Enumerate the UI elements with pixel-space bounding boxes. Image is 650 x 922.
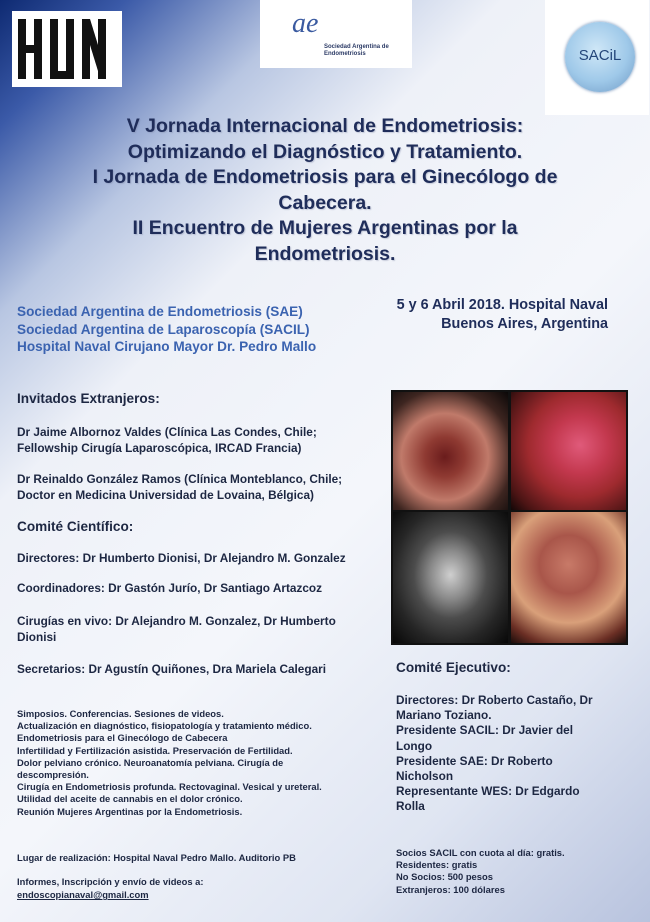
executive-committee-heading: Comité Ejecutivo:: [396, 660, 511, 675]
guest-line: Fellowship Cirugía Laparoscópica, IRCAD Francia): [17, 441, 302, 455]
topic-item: Dolor pelviano crónico. Neuroanatomía pelviana. Cirugía de: [17, 756, 284, 768]
executive-line: Presidente SAE: Dr Roberto: [396, 753, 553, 768]
mri-image: [393, 512, 508, 643]
organizer-sacil: Sociedad Argentina de Laparoscopía (SACIL): [17, 321, 310, 337]
scientific-secretaries: Secretarios: Dr Agustín Quiñones, Dra Mariela Calegari: [17, 662, 326, 676]
surgery-photo: [393, 392, 508, 510]
scientific-directors: Directores: Dr Humberto Dionisi, Dr Alejandro M. Gonzalez: [17, 551, 346, 565]
guest-line: Dr Reinaldo González Ramos (Clínica Monteblanco, Chile;: [17, 472, 343, 486]
sae-logo-name: Sociedad Argentina de Endometriosis: [324, 44, 389, 57]
fee-item: Socios SACIL con cuota al día: gratis.: [396, 847, 565, 858]
topic-item: Infertilidad y Fertilización asistida. Preservación de Fertilidad.: [17, 744, 293, 756]
fee-item: Residentes: gratis: [396, 859, 478, 871]
title-line: Optimizando el Diagnóstico y Tratamiento.: [127, 140, 523, 163]
title-line: I Jornada de Endometriosis para el Ginecólogo de: [92, 166, 558, 188]
title-line: V Jornada Internacional de Endometriosis:: [126, 115, 524, 137]
executive-line: Representante WES: Dr Edgardo: [396, 784, 580, 799]
title-line: Cabecera.: [278, 191, 372, 214]
sae-logo: [260, 0, 412, 68]
guest-line: Doctor en Medicina Universidad de Lovaina, Bélgica): [17, 488, 314, 502]
live-surgery-line: Cirugías en vivo: Dr Alejandro M. Gonzalez, Dr Humberto: [17, 614, 336, 628]
topic-item: Cirugía en Endometriosis profunda. Rectovaginal. Vesical y ureteral.: [17, 781, 322, 793]
sae-logo-mark: ae: [292, 8, 319, 39]
executive-committee-list: [396, 693, 626, 815]
organizer-hospital: Hospital Naval Cirujano Mayor Dr. Pedro Mallo: [17, 339, 317, 354]
fee-item: Extranjeros: 100 dólares: [396, 883, 505, 895]
executive-line: Directores: Dr Roberto Castaño, Dr: [396, 693, 593, 707]
event-date-place: [340, 296, 608, 334]
surgery-photo: [511, 512, 626, 643]
executive-line: Mariano Toziano.: [396, 708, 492, 723]
title-line: II Encuentro de Mujeres Argentinas por la: [132, 217, 518, 239]
info-label: Informes, Inscripción y envío de videos a:: [17, 876, 204, 887]
uni-logo: [12, 11, 122, 87]
topics-list: [17, 708, 382, 818]
sacil-logo-circle: [565, 22, 635, 92]
sacil-logo-text: SACiL: [578, 47, 622, 64]
topic-item: Simposios. Conferencias. Sesiones de videos.: [17, 708, 224, 719]
title-line: Endometriosis.: [254, 242, 396, 265]
live-surgery-line: Dionisi: [17, 630, 57, 644]
fees-list: [396, 847, 565, 896]
surgery-photo-collage: [391, 390, 628, 645]
topic-item: descompresión.: [17, 769, 89, 781]
venue: Lugar de realización: Hospital Naval Pedro Mallo. Auditorio PB: [17, 852, 296, 863]
executive-line: Rolla: [396, 799, 425, 814]
contact-email-link[interactable]: endoscopianaval@gmail.com: [17, 889, 149, 900]
topic-item: Reunión Mujeres Argentinas por la Endometriosis.: [17, 805, 243, 817]
guests-heading: Invitados Extranjeros:: [17, 391, 160, 406]
sacil-logo: [545, 0, 649, 115]
surgery-photo: [511, 392, 626, 510]
event-date: 5 y 6 Abril 2018. Hospital Naval: [396, 297, 608, 313]
organizer-sae: Sociedad Argentina de Endometriosis (SAE): [17, 304, 303, 319]
executive-line: Presidente SACIL: Dr Javier del: [396, 723, 574, 738]
executive-line: Longo: [396, 738, 433, 753]
guest-albornoz: [17, 424, 317, 456]
organizers: [17, 303, 316, 356]
live-surgery: [17, 613, 336, 645]
topic-item: Utilidad del aceite de cannabis en el dolor crónico.: [17, 793, 243, 805]
event-title: [70, 114, 580, 267]
scientific-coordinators: Coordinadores: Dr Gastón Jurío, Dr Santiago Artazcoz: [17, 581, 323, 595]
guest-gonzalez-ramos: [17, 471, 342, 503]
event-place: Buenos Aires, Argentina: [441, 316, 608, 332]
uni-logo-icon: [12, 11, 122, 87]
guest-line: Dr Jaime Albornoz Valdes (Clínica Las Condes, Chile;: [17, 425, 317, 439]
executive-line: Nicholson: [396, 769, 454, 784]
scientific-committee-heading: Comité Científico:: [17, 519, 134, 534]
fee-item: No Socios: 500 pesos: [396, 871, 493, 883]
topic-item: Actualización en diagnóstico, fisiopatología y tratamiento médico.: [17, 720, 312, 732]
topic-item: Endometriosis para el Ginecólogo de Cabecera: [17, 732, 228, 744]
